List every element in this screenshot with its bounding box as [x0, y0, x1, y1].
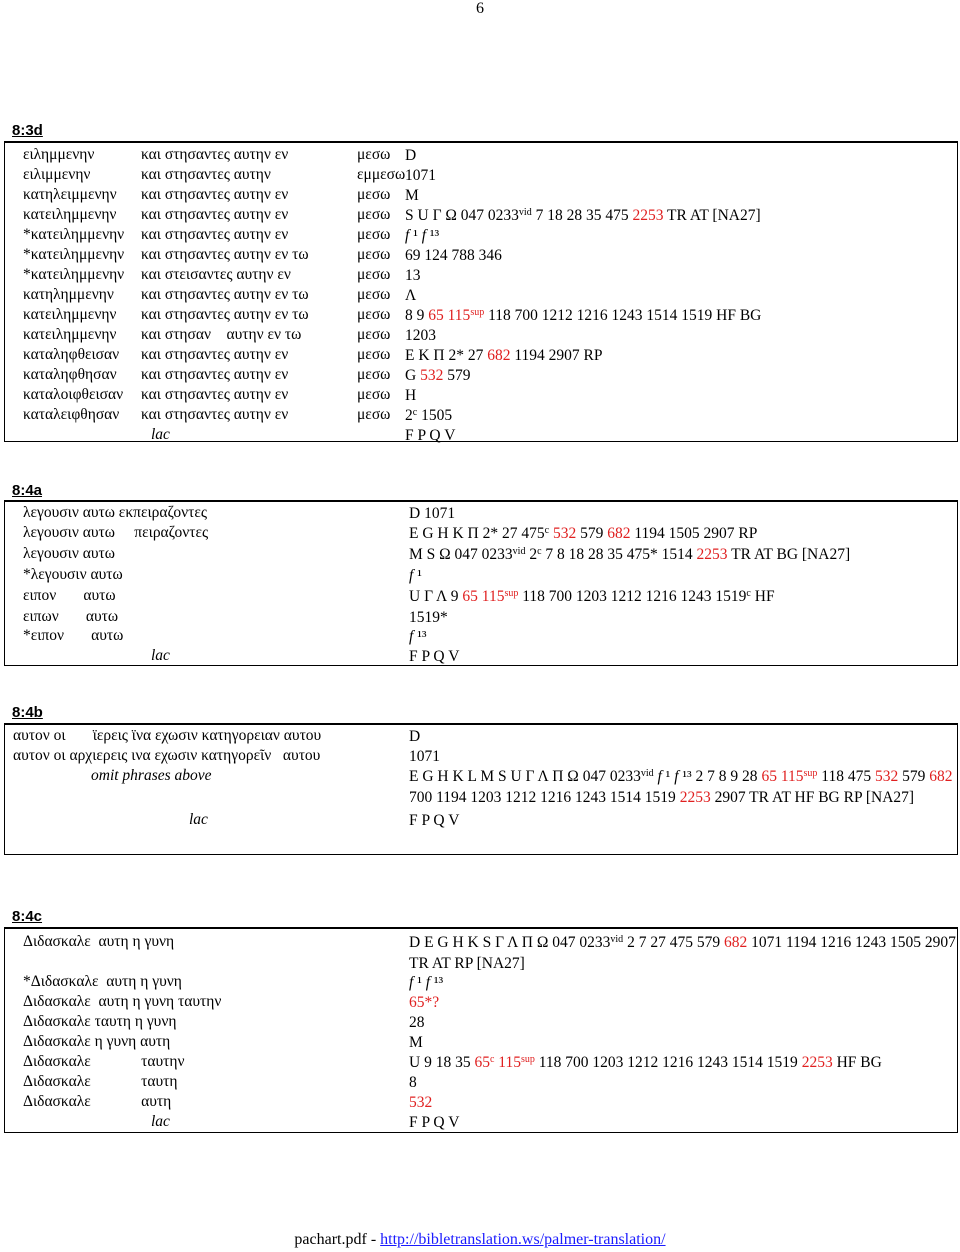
reading-text: και στησαν αυτην εν τω: [141, 326, 302, 343]
variant-row: [23, 365, 957, 385]
variant-row: [23, 145, 957, 165]
reading-text: ειπων αυτω: [23, 608, 119, 625]
reading-text: μεσω: [357, 366, 391, 383]
witness-list: f ¹ f ¹³: [405, 227, 440, 244]
reading-text: και στησαντες αυτην: [141, 166, 271, 183]
reading-text: *λεγουσιν αυτω: [23, 566, 123, 583]
reading-text: κατηλημμενην: [23, 286, 114, 303]
variant-row: [13, 810, 957, 830]
witness-list: 8: [409, 1074, 417, 1091]
witness-list: D: [409, 728, 421, 745]
reading-text: μεσω: [357, 326, 391, 343]
witness-list: H: [405, 387, 417, 404]
witness-list: 1071: [409, 748, 440, 765]
variant-row: [23, 205, 957, 225]
reading-text: Διδασκαλε ταυτη η γυνη: [23, 1013, 177, 1030]
reading-text: ειπον αυτω: [23, 587, 116, 604]
reading-text: αυτον οι ϊερεις ϊνα εχωσιν κατηγορειαν αυτου: [13, 727, 322, 744]
reading-text: *κατειλημμενην: [23, 266, 125, 283]
reading-text: λεγουσιν αυτω εκπειραζοντες: [23, 504, 207, 521]
section-title: 8:4b: [12, 704, 43, 721]
variant-row: [23, 405, 957, 425]
variant-row: [23, 932, 957, 972]
witness-list: 28: [409, 1014, 425, 1031]
reading-text: κατηλειμμενην: [23, 186, 117, 203]
reading-text: κατειλημμενην: [23, 326, 117, 343]
witness-list: U 9 18 35 65$^c$ $115^{sup}$ 118 700 1203 1212 1216 1243 1514 1519 2253 HF BG: [409, 1054, 882, 1071]
reading-text: μεσω: [357, 286, 391, 303]
reading-text: καταλοιφθεισαν: [23, 386, 124, 403]
reading-text: ειλιμμενην: [23, 166, 91, 183]
variant-row: [23, 972, 957, 992]
variant-table: [4, 723, 958, 855]
witness-list: f ¹: [409, 567, 422, 584]
witness-list: M: [409, 1034, 423, 1051]
reading-text: *κατειλημμενην: [23, 246, 125, 263]
witness-list: G 532 579: [405, 367, 471, 384]
variant-row: [23, 325, 957, 345]
reading-text: μεσω: [357, 226, 391, 243]
variant-row: [13, 726, 957, 746]
reading-text: Διδασκαλε ταυτην: [23, 1053, 185, 1070]
reading-text: lac: [151, 1113, 170, 1130]
reading-text: μεσω: [357, 406, 391, 423]
variant-row: [23, 305, 957, 325]
variant-row: [13, 766, 957, 810]
variant-row: [23, 544, 957, 565]
reading-text: Διδασκαλε αυτη η γυνη: [23, 933, 175, 950]
variant-row: [23, 1112, 957, 1132]
reading-text: εμμεσω: [357, 166, 406, 183]
reading-text: και στησαντες αυτην εν τω: [141, 246, 309, 263]
variant-row: [23, 225, 957, 245]
reading-text: και στησαντες αυτην εν τω: [141, 286, 309, 303]
witness-list: 69 124 788 346: [405, 247, 502, 264]
reading-text: ειλημμενην: [23, 146, 95, 163]
reading-text: και στησαντες αυτην εν: [141, 346, 289, 363]
variant-table: [4, 927, 958, 1133]
section-title: 8:3d: [12, 122, 43, 139]
reading-text: *κατειλημμενην: [23, 226, 125, 243]
reading-text: καταλειφθησαν: [23, 406, 120, 423]
variant-row: [23, 185, 957, 205]
reading-text: Διδασκαλε ταυτη: [23, 1073, 178, 1090]
reading-text: *Διδασκαλε αυτη η γυνη: [23, 973, 182, 990]
reading-text: Διδασκαλε η γυνη αυτη: [23, 1033, 171, 1050]
footer-link[interactable]: http://bibletranslation.ws/palmer-translation/: [380, 1231, 666, 1248]
variant-row: [23, 345, 957, 365]
reading-text: και στησαντες αυτην εν: [141, 146, 289, 163]
variant-row: [23, 1092, 957, 1112]
variant-table: [4, 500, 958, 666]
reading-text: και στησαντες αυτην εν: [141, 386, 289, 403]
witness-list: D E G H K S Γ Λ Π Ω 047 $0233^{vid}$ 2 7 27 475 579 682 1071 1194 1216 1243 1505 2907 TR AT RP [NA27]: [409, 934, 956, 972]
witness-list: E K Π 2* 27 682 1194 2907 RP: [405, 347, 603, 364]
witness-list: Λ: [405, 287, 417, 304]
variant-row: [23, 607, 957, 626]
witness-list: D: [405, 147, 417, 164]
variant-row: [23, 285, 957, 305]
reading-text: Διδασκαλε αυτη η γυνη ταυτην: [23, 993, 222, 1010]
variant-row: [23, 503, 957, 523]
reading-text: καταληφθεισαν: [23, 346, 120, 363]
witness-list: 65*?: [409, 994, 440, 1011]
variant-row: [23, 646, 957, 666]
witness-list: f ¹ f ¹³: [409, 974, 444, 991]
reading-text: και στεισαντες αυτην εν: [141, 266, 291, 283]
reading-text: και στησαντες αυτην εν: [141, 186, 289, 203]
variant-row: [13, 746, 957, 766]
variant-row: [23, 992, 957, 1012]
witness-list: F P Q V: [409, 1114, 460, 1131]
variant-row: [23, 425, 957, 445]
reading-text: και στησαντες αυτην εν: [141, 226, 289, 243]
reading-text: μεσω: [357, 246, 391, 263]
footer: [0, 1231, 960, 1249]
reading-text: μεσω: [357, 146, 391, 163]
witness-list: 8 9 65 $115^{sup}$ 118 700 1212 1216 1243 1514 1519 HF BG: [405, 307, 762, 324]
variant-row: [23, 1052, 957, 1072]
reading-text: και στησαντες αυτην εν: [141, 406, 289, 423]
witness-list: S U Γ Ω 047 $0233^{vid}$ 7 18 28 35 475 2253 TR AT [NA27]: [405, 207, 761, 224]
reading-text: μεσω: [357, 206, 391, 223]
reading-text: lac: [151, 647, 170, 664]
footer-source: pachart.pdf -: [294, 1231, 381, 1248]
variant-row: [23, 1012, 957, 1032]
witness-list: D 1071: [409, 505, 456, 522]
witness-list: M: [405, 187, 419, 204]
reading-text: και στησαντες αυτην εν: [141, 366, 289, 383]
reading-text: και στησαντες αυτην εν τω: [141, 306, 309, 323]
witness-list: f ¹³: [409, 628, 427, 645]
section-title: 8:4a: [12, 482, 43, 499]
variant-table: [4, 141, 958, 442]
variant-row: [23, 265, 957, 285]
variant-row: [23, 523, 957, 544]
witness-list: 13: [405, 267, 421, 284]
variant-row: [23, 565, 957, 586]
reading-text: μεσω: [357, 386, 391, 403]
reading-text: μεσω: [357, 266, 391, 283]
reading-text: Διδασκαλε αυτη: [23, 1093, 172, 1110]
reading-text: μεσω: [357, 306, 391, 323]
witness-list: F P Q V: [409, 648, 460, 665]
variant-row: [23, 165, 957, 185]
reading-text: omit phrases above: [91, 767, 212, 784]
witness-list: 1203: [405, 327, 436, 344]
witness-list: U Γ Λ 9 65 $115^{sup}$ 118 700 1203 1212 1216 1243 1519$^c$ HF: [409, 588, 775, 605]
reading-text: *ειπον αυτω: [23, 627, 124, 644]
page-number: 6: [476, 0, 484, 17]
variant-row: [23, 586, 957, 607]
witness-list: 2$^c$ 1505: [405, 407, 453, 424]
variant-row: [23, 385, 957, 405]
reading-text: και στησαντες αυτην εν: [141, 206, 289, 223]
witness-list: 1071: [405, 167, 436, 184]
witness-list: 532: [409, 1094, 433, 1111]
reading-text: κατειλημμενην: [23, 206, 117, 223]
witness-list: F P Q V: [409, 812, 460, 829]
section-title: 8:4c: [12, 908, 43, 925]
witness-list: 1519*: [409, 609, 448, 626]
witness-list: F P Q V: [405, 427, 456, 444]
reading-text: lac: [151, 426, 170, 443]
witness-list: E G H K Π 2* 27 475$^c$ 532 579 682 1194 1505 2907 RP: [409, 525, 758, 542]
reading-text: μεσω: [357, 346, 391, 363]
variant-row: [23, 626, 957, 646]
reading-text: λεγουσιν αυτω πειραζοντες: [23, 524, 209, 541]
variant-row: [23, 245, 957, 265]
reading-text: lac: [189, 811, 208, 828]
reading-text: λεγουσιν αυτω: [23, 545, 115, 562]
reading-text: μεσω: [357, 186, 391, 203]
witness-list: M S Ω 047 $0233^{vid}$ 2$^c$ 7 8 18 28 35 475* 1514 2253 TR AT BG [NA27]: [409, 546, 851, 563]
reading-text: αυτον οι αρχιερεις ινα εχωσιν κατηγορεῖν αυτου: [13, 747, 321, 764]
witness-list: E G H K L M S U Γ Λ Π Ω 047 $0233^{vid}$ f ¹ f ¹³ 2 7 8 9 28 65 $115^{sup}$ 118 475 532 579 682 700 1194 1203 1212 1216 1243 1514 1519 2253 2907 TR AT HF BG RP [NA27]: [409, 768, 953, 806]
reading-text: κατειλημμενην: [23, 306, 117, 323]
reading-text: καταληφθησαν: [23, 366, 117, 383]
variant-row: [23, 1032, 957, 1052]
variant-row: [23, 1072, 957, 1092]
